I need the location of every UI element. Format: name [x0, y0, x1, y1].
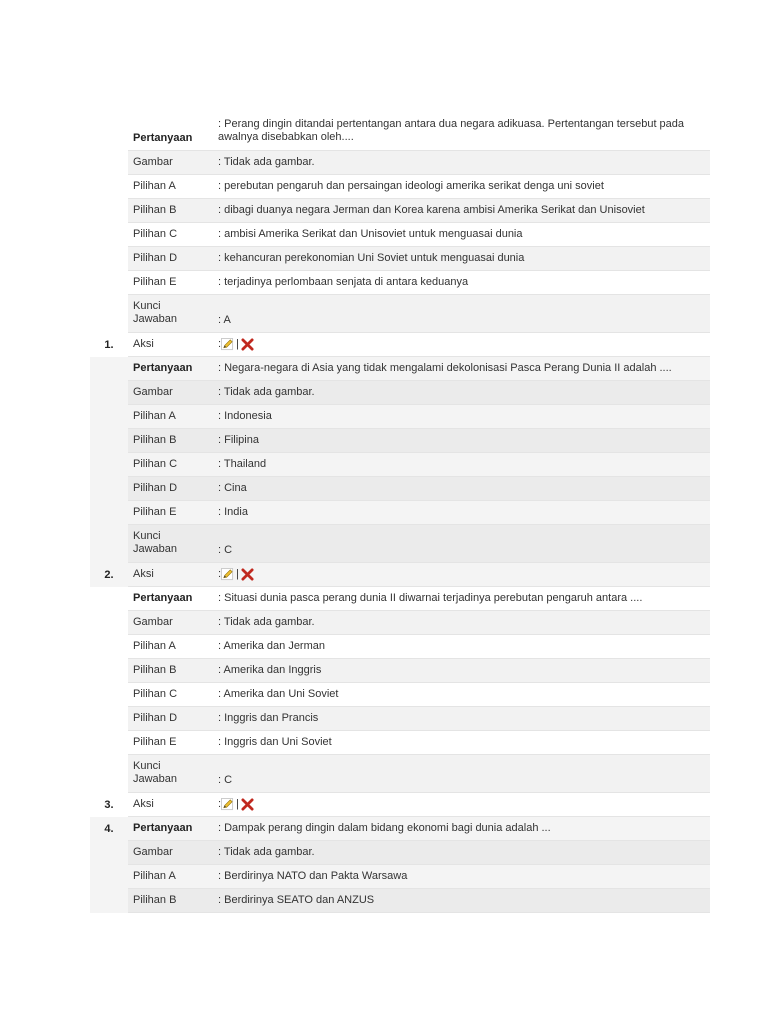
action-separator: | [236, 338, 239, 350]
question-rows [128, 357, 710, 587]
value-answer-key: : C [218, 544, 233, 556]
label-image: Gambar [133, 616, 173, 628]
value-option-c: : Amerika dan Uni Soviet [218, 688, 339, 700]
label-option-c: Pilihan C [133, 688, 178, 700]
value-question: : Situasi dunia pasca perang dunia II diwarnai terjadinya perebutan pengaruh antara .... [218, 592, 643, 604]
row-question [128, 587, 710, 611]
question-number: 4. [104, 823, 114, 835]
value-option-e: : Inggris dan Uni Soviet [218, 736, 332, 748]
value-option-a: : Berdirinya NATO dan Pakta Warsawa [218, 870, 408, 882]
row-option-a [128, 865, 710, 889]
row-option-b [128, 429, 710, 453]
row-option-b [128, 659, 710, 683]
value-option-b: : Filipina [218, 434, 259, 446]
row-option-a [128, 405, 710, 429]
label-option-e: Pilihan E [133, 506, 177, 518]
value-option-d: : Cina [218, 482, 247, 494]
label-option-d: Pilihan D [133, 252, 178, 264]
label-answer-key [128, 755, 214, 792]
label-answer-key-line1: Kunci [133, 760, 161, 772]
row-option-b [128, 889, 710, 913]
row-option-d [128, 477, 710, 501]
label-action: Aksi [133, 568, 154, 580]
value-question: : Negara-negara di Asia yang tidak mengalami dekolonisasi Pasca Perang Dunia II adalah .... [218, 362, 672, 374]
row-image [128, 611, 710, 635]
value-answer-key: : C [218, 774, 233, 786]
pencil-icon[interactable] [221, 798, 234, 811]
value-image: : Tidak ada gambar. [218, 386, 315, 398]
label-action: Aksi [133, 338, 154, 350]
action-cell [214, 563, 710, 586]
question-block-3 [90, 587, 710, 817]
action-separator: | [236, 798, 239, 810]
question-block-1 [90, 112, 710, 357]
value-option-e: : India [218, 506, 248, 518]
value-option-e: : terjadinya perlombaan senjata di antara keduanya [218, 276, 469, 288]
row-option-c [128, 453, 710, 477]
row-option-e [128, 271, 710, 295]
value-option-b: : Berdirinya SEATO dan ANZUS [218, 894, 375, 906]
value-option-a: : perebutan pengaruh dan persaingan ideologi amerika serikat denga uni soviet [218, 180, 604, 192]
label-option-b: Pilihan B [133, 434, 177, 446]
row-image [128, 151, 710, 175]
pencil-icon[interactable] [221, 338, 234, 351]
question-number: 3. [104, 799, 114, 811]
value-image: : Tidak ada gambar. [218, 846, 315, 858]
label-option-a: Pilihan A [133, 640, 176, 652]
action-prefix: : [218, 798, 222, 810]
action-cell [214, 793, 710, 816]
label-action: Aksi [133, 798, 154, 810]
label-option-c: Pilihan C [133, 228, 178, 240]
row-option-a [128, 635, 710, 659]
label-answer-key-line2: Jawaban [133, 773, 178, 785]
label-option-b: Pilihan B [133, 894, 177, 906]
value-option-c: : ambisi Amerika Serikat dan Unisoviet untuk menguasai dunia [218, 228, 523, 240]
question-number: 1. [104, 339, 114, 351]
value-image: : Tidak ada gambar. [218, 616, 315, 628]
pencil-icon[interactable] [221, 568, 234, 581]
value-answer-key: : A [218, 314, 231, 326]
row-question [128, 357, 710, 381]
label-option-c: Pilihan C [133, 458, 178, 470]
row-option-a [128, 175, 710, 199]
value-option-d: : kehancuran perekonomian Uni Soviet untuk menguasai dunia [218, 252, 525, 264]
question-block-2 [90, 357, 710, 587]
label-option-e: Pilihan E [133, 276, 177, 288]
action-prefix: : [218, 338, 222, 350]
row-image [128, 841, 710, 865]
row-option-d [128, 707, 710, 731]
label-option-a: Pilihan A [133, 870, 176, 882]
label-option-a: Pilihan A [133, 410, 176, 422]
value-question: : Perang dingin ditandai pertentangan antara dua negara adikuasa. Pertentangan tersebut pada awalnya disebabkan oleh.... [218, 118, 685, 143]
value-option-c: : Thailand [218, 458, 267, 470]
label-question: Pertanyaan [133, 822, 193, 834]
row-option-c [128, 683, 710, 707]
question-rows [128, 112, 710, 357]
row-option-d [128, 247, 710, 271]
value-option-b: : dibagi duanya negara Jerman dan Korea karena ambisi Amerika Serikat dan Unisoviet [218, 204, 645, 216]
row-action [128, 333, 710, 357]
question-rows [128, 587, 710, 817]
action-separator: | [236, 568, 239, 580]
label-option-d: Pilihan D [133, 482, 178, 494]
label-answer-key-line1: Kunci [133, 530, 161, 542]
question-block-4 [90, 817, 710, 913]
label-option-b: Pilihan B [133, 204, 177, 216]
value-question: : Dampak perang dingin dalam bidang ekonomi bagi dunia adalah ... [218, 822, 551, 834]
label-option-d: Pilihan D [133, 712, 178, 724]
row-option-b [128, 199, 710, 223]
label-option-b: Pilihan B [133, 664, 177, 676]
value-option-d: : Inggris dan Prancis [218, 712, 319, 724]
action-cell [214, 333, 710, 356]
question-rows [128, 817, 710, 913]
value-image: : Tidak ada gambar. [218, 156, 315, 168]
row-answer-key [128, 295, 710, 333]
value-option-a: : Amerika dan Jerman [218, 640, 325, 652]
row-image [128, 381, 710, 405]
value-option-b: : Amerika dan Inggris [218, 664, 322, 676]
row-option-c [128, 223, 710, 247]
row-action [128, 563, 710, 587]
label-image: Gambar [133, 846, 173, 858]
row-action [128, 793, 710, 817]
value-option-a: : Indonesia [218, 410, 272, 422]
label-option-a: Pilihan A [133, 180, 176, 192]
row-question [128, 112, 710, 151]
delete-x-icon[interactable] [241, 568, 254, 581]
action-prefix: : [218, 568, 222, 580]
label-image: Gambar [133, 386, 173, 398]
question-list [90, 112, 710, 913]
label-answer-key-line2: Jawaban [133, 313, 178, 325]
label-image: Gambar [133, 156, 173, 168]
row-option-e [128, 731, 710, 755]
row-answer-key [128, 525, 710, 563]
label-option-e: Pilihan E [133, 736, 177, 748]
label-answer-key [128, 295, 214, 332]
delete-x-icon[interactable] [241, 798, 254, 811]
label-answer-key-line2: Jawaban [133, 543, 178, 555]
row-question [128, 817, 710, 841]
label-question: Pertanyaan [133, 132, 193, 144]
row-option-e [128, 501, 710, 525]
row-answer-key [128, 755, 710, 793]
label-answer-key-line1: Kunci [133, 300, 161, 312]
label-answer-key [128, 525, 214, 562]
label-question: Pertanyaan [133, 362, 193, 374]
delete-x-icon[interactable] [241, 338, 254, 351]
question-number: 2. [104, 569, 114, 581]
label-question: Pertanyaan [133, 592, 193, 604]
